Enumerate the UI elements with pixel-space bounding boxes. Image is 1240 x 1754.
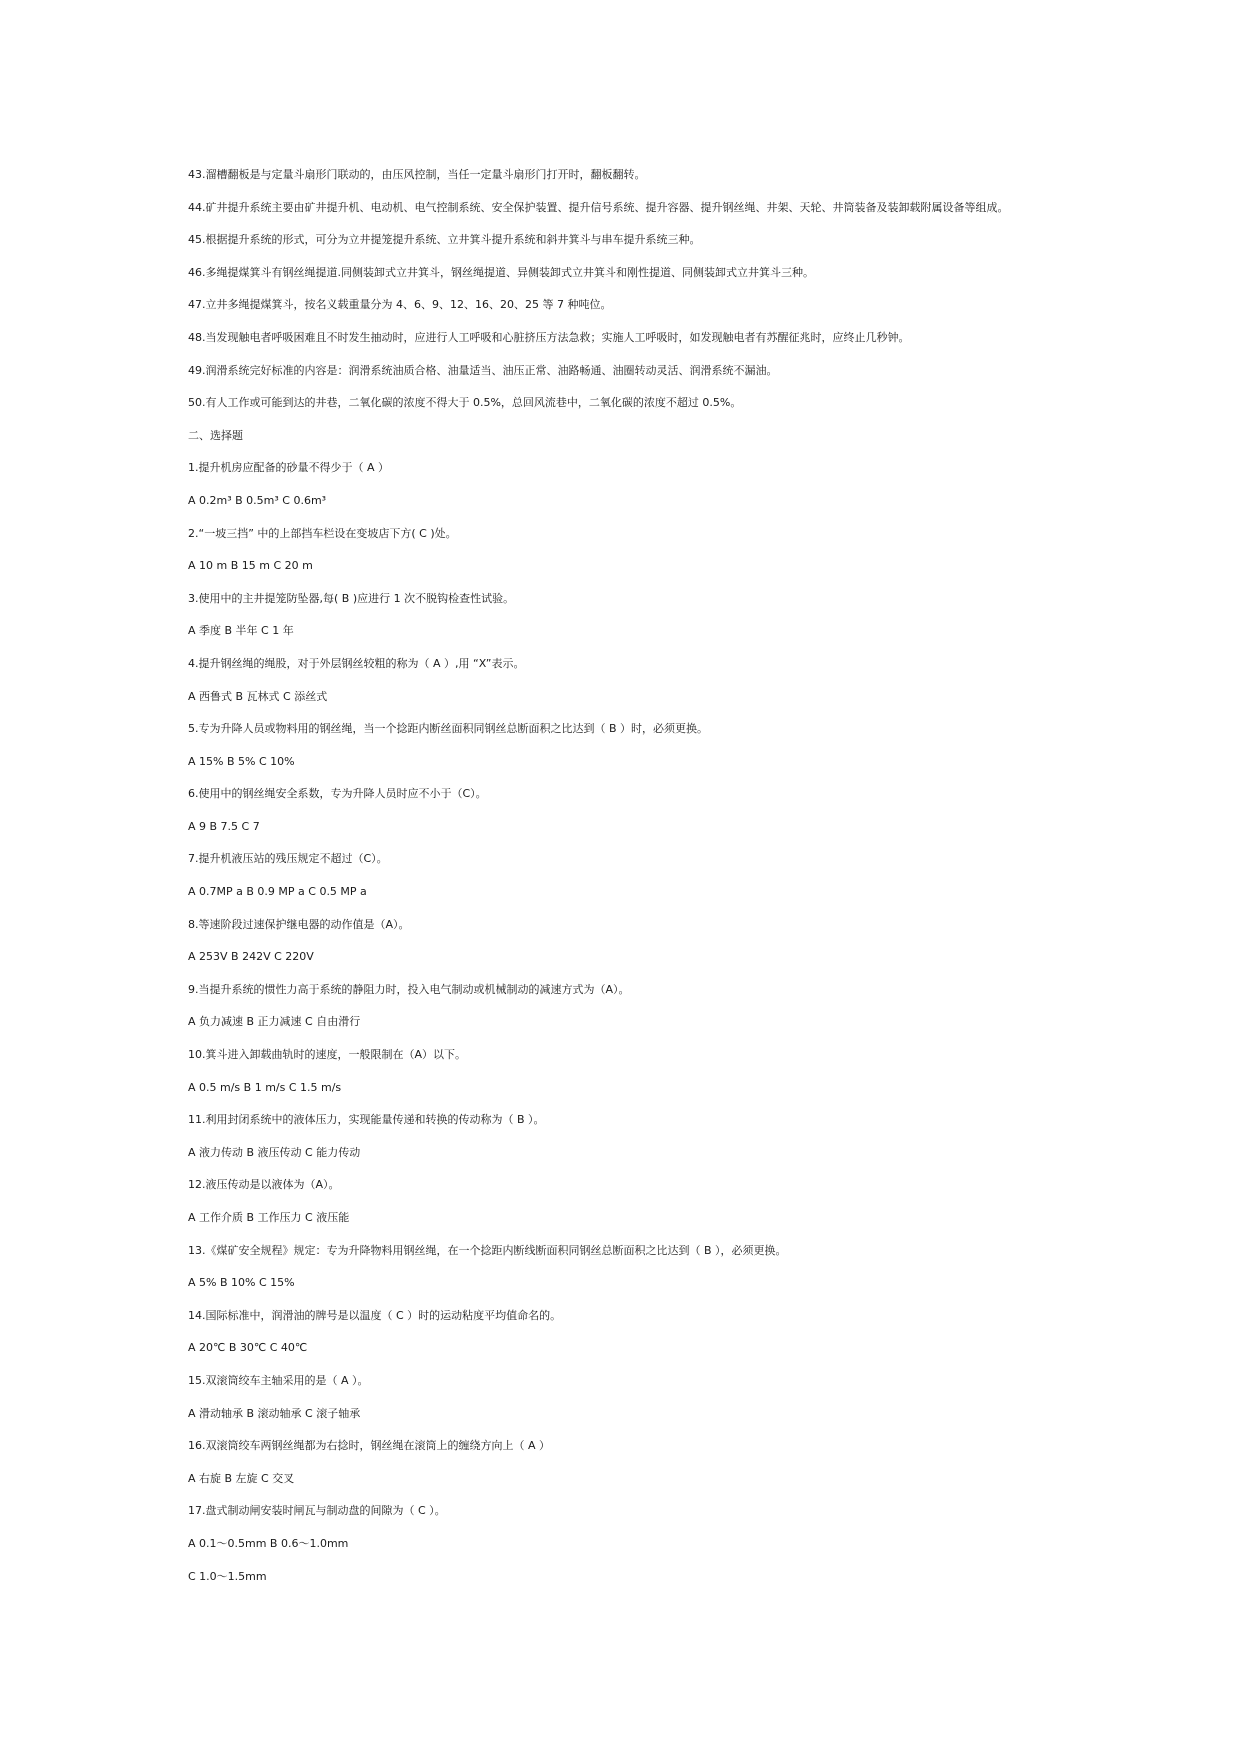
options-15: A 滑动轴承 B 滚动轴承 C 滚子轴承 xyxy=(188,1406,361,1420)
question-1: 1.提升机房应配备的砂量不得少于（ A ） xyxy=(188,461,390,475)
options-1: A 0.2m³ B 0.5m³ C 0.6m³ xyxy=(188,493,327,507)
question-2: 2.“一坡三挡” 中的上部挡车栏设在变坡店下方( C )处。 xyxy=(188,526,457,540)
options-7: A 0.7MP a B 0.9 MP a C 0.5 MP a xyxy=(188,885,367,899)
question-8: 8.等速阶段过速保护继电器的动作值是（A）。 xyxy=(188,917,410,931)
options-11: A 液力传动 B 液压传动 C 能力传动 xyxy=(188,1145,361,1159)
question-12: 12.液压传动是以液体为（A）。 xyxy=(188,1178,340,1192)
options-10: A 0.5 m/s B 1 m/s C 1.5 m/s xyxy=(188,1080,342,1094)
document-body xyxy=(188,167,1188,1601)
options-17b: C 1.0～1.5mm xyxy=(188,1569,267,1583)
options-9: A 负力减速 B 正力减速 C 自由滑行 xyxy=(188,1015,361,1029)
options-3: A 季度 B 半年 C 1 年 xyxy=(188,624,294,638)
question-16: 16.双滚筒绞车两钢丝绳都为右捻时，钢丝绳在滚筒上的缠绕方向上（ A ） xyxy=(188,1439,551,1453)
statement-44: 44.矿井提升系统主要由矿井提升机、电动机、电气控制系统、安全保护装置、提升信号系统、提升容器、提升钢丝绳、井架、天轮、井筒装备及装卸载附属设备等组成。 xyxy=(188,200,1009,214)
section-heading: 二、选择题 xyxy=(188,428,243,442)
question-10: 10.箕斗进入卸载曲轨时的速度，一般限制在（A）以下。 xyxy=(188,1048,467,1062)
question-13: 13.《煤矿安全规程》规定：专为升降物料用钢丝绳，在一个捻距内断线断面积同钢丝总断面积之比达到（ B ），必须更换。 xyxy=(188,1243,787,1257)
statement-47: 47.立井多绳提煤箕斗，按名义载重量分为 4、6、9、12、16、20、25 等 7 种吨位。 xyxy=(188,298,612,312)
question-14: 14.国际标准中，润滑油的牌号是以温度（ C ）时的运动粘度平均值命名的。 xyxy=(188,1308,562,1322)
question-5: 5.专为升降人员或物料用的钢丝绳，当一个捻距内断丝面积同钢丝总断面积之比达到（ B ）时，必须更换。 xyxy=(188,722,709,736)
statement-50: 50.有人工作或可能到达的井巷，二氧化碳的浓度不得大于 0.5%，总回风流巷中，二氧化碳的浓度不超过 0.5%。 xyxy=(188,396,742,410)
statement-48: 48.当发现触电者呼吸困难且不时发生抽动时，应进行人工呼吸和心脏挤压方法急救；实施人工呼吸时，如发现触电者有苏醒征兆时，应终止几秒钟。 xyxy=(188,330,910,344)
statement-43: 43.溜槽翻板是与定量斗扇形门联动的，由压风控制，当任一定量斗扇形门打开时，翻板翻转。 xyxy=(188,168,646,181)
options-8: A 253V B 242V C 220V xyxy=(188,950,314,964)
question-7: 7.提升机液压站的残压规定不超过（C）。 xyxy=(188,852,388,866)
options-2: A 10 m B 15 m C 20 m xyxy=(188,559,313,573)
options-14: A 20℃ B 30℃ C 40℃ xyxy=(188,1341,308,1355)
options-12: A 工作介质 B 工作压力 C 液压能 xyxy=(188,1211,350,1224)
question-17: 17.盘式制动闸安装时闸瓦与制动盘的间隙为（ C ）。 xyxy=(188,1504,446,1518)
options-13: A 5% B 10% C 15% xyxy=(188,1276,295,1290)
options-5: A 15% B 5% C 10% xyxy=(188,754,295,768)
question-11: 11.利用封闭系统中的液体压力，实现能量传递和转换的传动称为（ B ）。 xyxy=(188,1113,545,1127)
options-4: A 西鲁式 B 瓦林式 C 添丝式 xyxy=(188,689,328,703)
question-15: 15.双滚筒绞车主轴采用的是（ A ）。 xyxy=(188,1373,369,1387)
options-6: A 9 B 7.5 C 7 xyxy=(188,819,260,833)
question-9: 9.当提升系统的惯性力高于系统的静阻力时，投入电气制动或机械制动的减速方式为（A）。 xyxy=(188,982,630,996)
statement-45: 45.根据提升系统的形式，可分为立井提笼提升系统、立井箕斗提升系统和斜井箕斗与串车提升系统三种。 xyxy=(188,233,701,247)
options-16: A 右旋 B 左旋 C 交叉 xyxy=(188,1471,295,1485)
statement-49: 49.润滑系统完好标准的内容是：润滑系统油质合格、油量适当、油压正常、油路畅通、油圈转动灵活、润滑系统不漏油。 xyxy=(188,363,778,377)
question-3: 3.使用中的主井提笼防坠器,每( B )应进行 1 次不脱钩检查性试验。 xyxy=(188,591,515,605)
question-4: 4.提升钢丝绳的绳股，对于外层钢丝较粗的称为（ A ）,用 “X”表示。 xyxy=(188,656,525,670)
options-17a: A 0.1～0.5mm B 0.6～1.0mm xyxy=(188,1536,349,1550)
question-6: 6.使用中的钢丝绳安全系数，专为升降人员时应不小于（C）。 xyxy=(188,787,487,801)
statement-46: 46.多绳提煤箕斗有钢丝绳提道.同侧装卸式立井箕斗，钢丝绳提道、异侧装卸式立井箕斗和刚性提道、同侧装卸式立井箕斗三种。 xyxy=(188,265,814,279)
